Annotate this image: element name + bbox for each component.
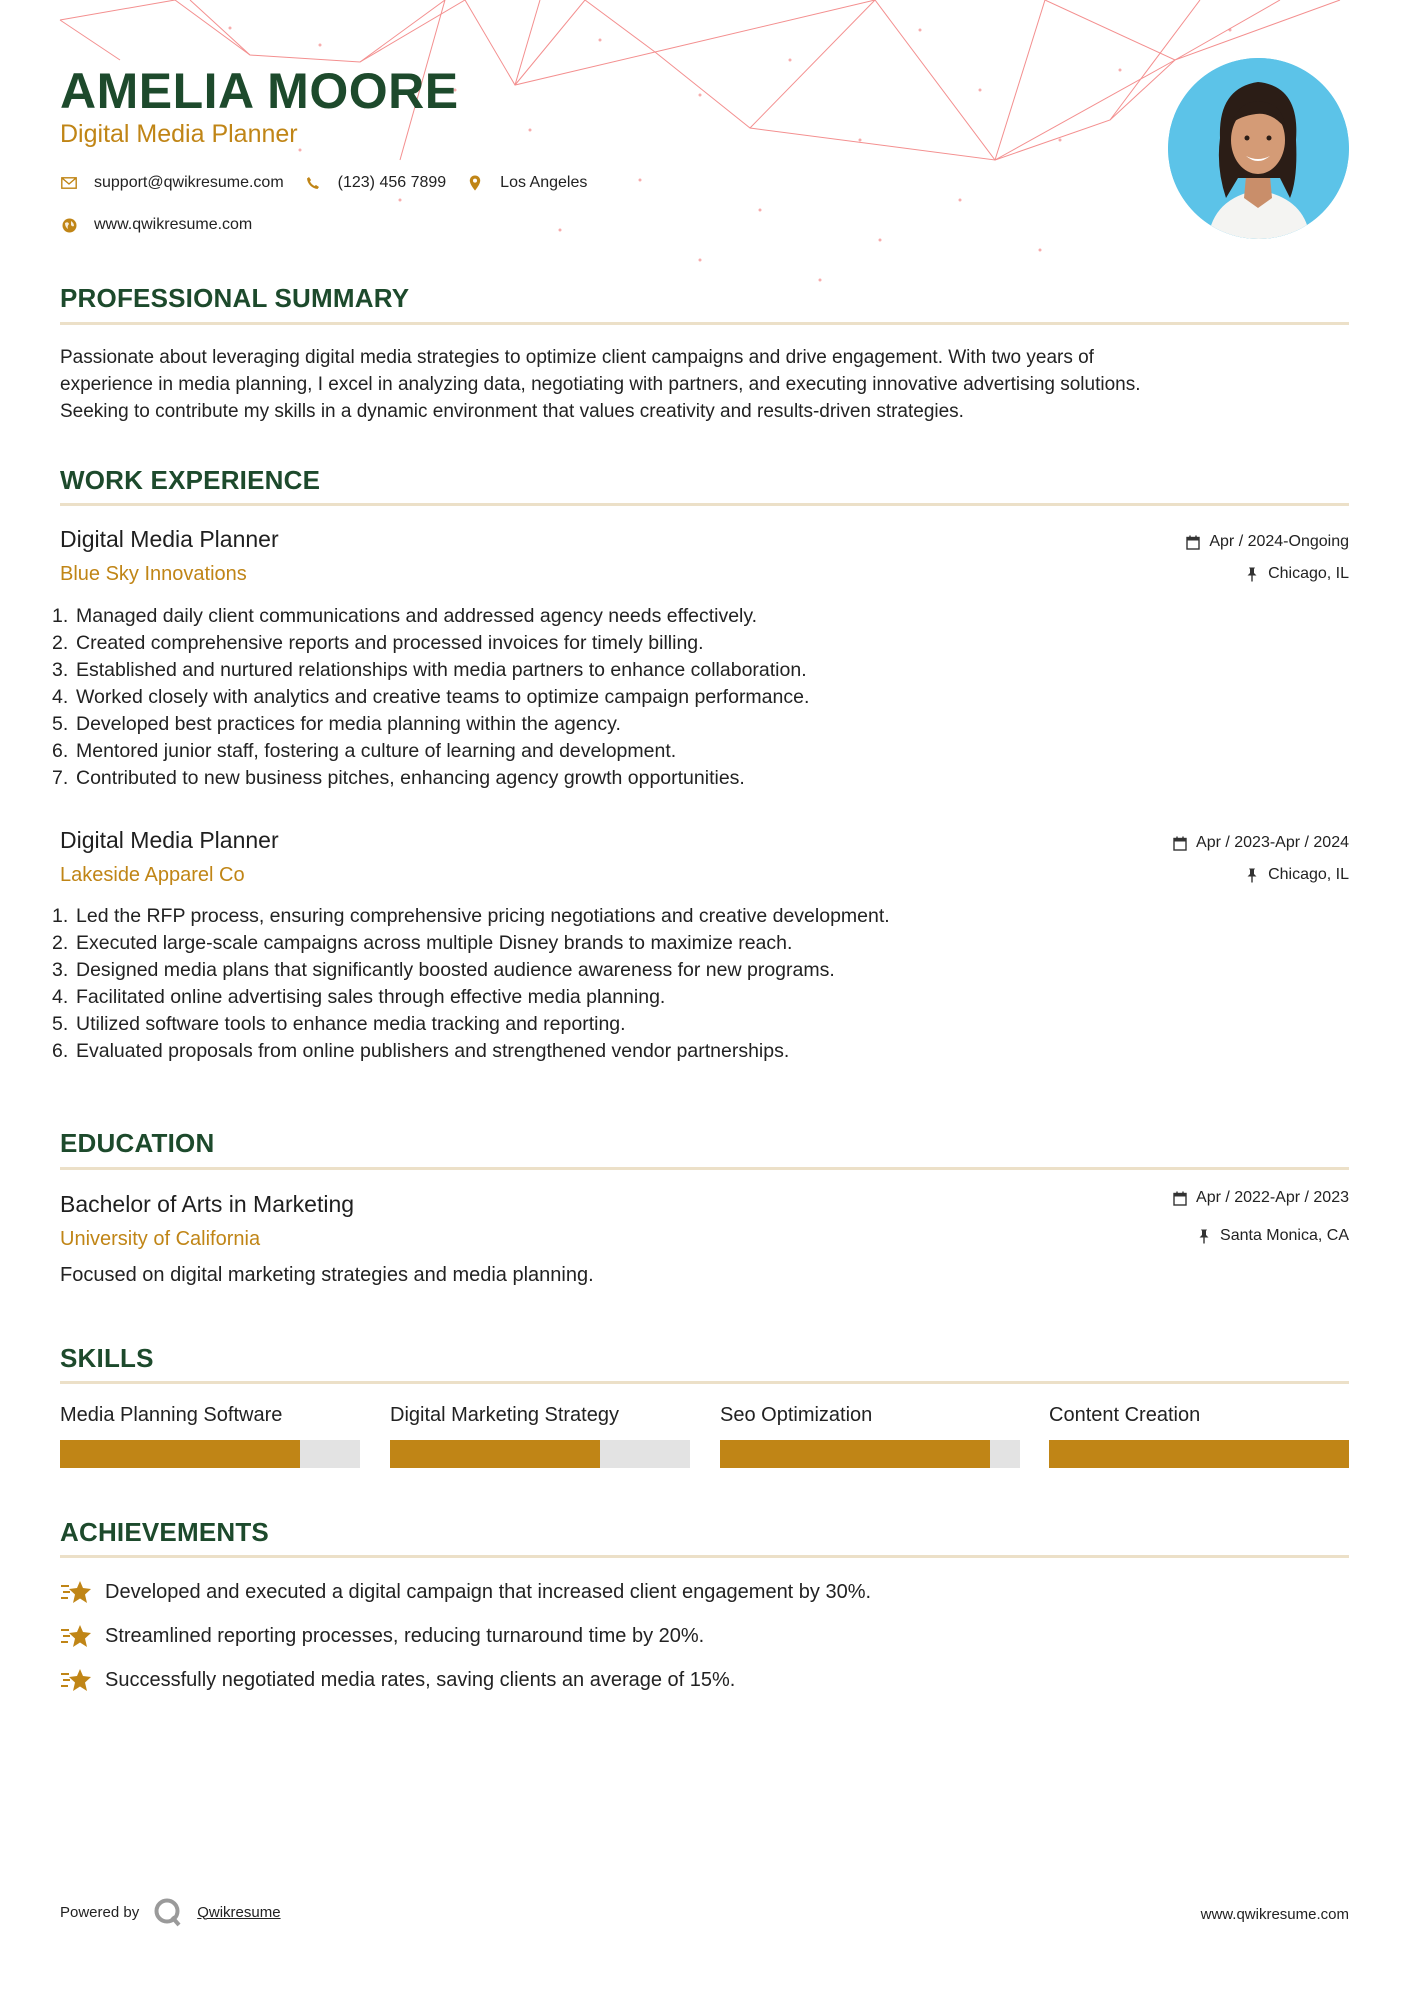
globe-icon xyxy=(60,216,78,234)
calendar-icon xyxy=(1172,835,1188,851)
list-item: 5. Developed best practices for media planning within the agency. xyxy=(52,713,621,735)
candidate-name: AMELIA MOORE xyxy=(60,63,459,119)
section-title-experience: WORK EXPERIENCE xyxy=(60,465,321,495)
mail-icon xyxy=(60,174,78,192)
contact-row-secondary xyxy=(60,216,272,234)
star-award-icon xyxy=(60,1622,92,1650)
list-item: 5. Utilized software tools to enhance media tracking and reporting. xyxy=(52,1013,626,1035)
section-title-achievements: ACHIEVEMENTS xyxy=(60,1517,269,1547)
phone-icon xyxy=(304,174,322,192)
job-bullets xyxy=(52,603,809,792)
list-item: 3. Established and nurtured relationships with media partners to enhance collaboration. xyxy=(52,659,807,681)
section-divider xyxy=(60,322,1349,325)
list-item: 4. Facilitated online advertising sales through effective media planning. xyxy=(52,986,666,1008)
email-link[interactable]: support@qwikresume.com xyxy=(94,174,284,191)
education-location: Santa Monica, CA xyxy=(1196,1227,1349,1245)
job-dates: Apr / 2024-Ongoing xyxy=(1185,533,1349,551)
location-text: Los Angeles xyxy=(500,174,588,191)
company-name: Blue Sky Innovations xyxy=(60,563,247,585)
list-item: 1. Led the RFP process, ensuring comprehensive pricing negotiations and creative development. xyxy=(52,905,890,927)
section-title-skills: SKILLS xyxy=(60,1343,154,1373)
star-award-icon xyxy=(60,1578,92,1606)
list-item: 4. Worked closely with analytics and creative teams to optimize campaign performance. xyxy=(52,686,810,708)
skill-level-bar xyxy=(60,1440,360,1468)
skill-item xyxy=(60,1404,360,1468)
section-title-education: EDUCATION xyxy=(60,1128,215,1158)
degree-title: Bachelor of Arts in Marketing xyxy=(60,1191,355,1217)
achievement-item: Streamlined reporting processes, reducing turnaround time by 20%. xyxy=(60,1622,704,1650)
skill-level-fill xyxy=(720,1440,990,1468)
skill-level-fill xyxy=(60,1440,300,1468)
job-location: Chicago, IL xyxy=(1244,866,1349,884)
calendar-icon xyxy=(1185,534,1201,550)
summary-line: Seeking to contribute my skills in a dynamic environment that values creativity and results-driven strategies. xyxy=(60,401,964,422)
job-title: Digital Media Planner xyxy=(60,526,279,552)
powered-by-label: Powered by xyxy=(60,1903,140,1921)
qwikresume-link[interactable]: Qwikresume xyxy=(197,1903,281,1921)
summary-text xyxy=(60,344,1349,425)
job-dates: Apr / 2023-Apr / 2024 xyxy=(1172,834,1349,852)
resume-page xyxy=(52,0,1349,1990)
skill-item xyxy=(1049,1404,1349,1468)
section-divider xyxy=(60,1167,1349,1170)
school-name: University of California xyxy=(60,1228,261,1250)
qwikresume-logo-icon xyxy=(153,1897,183,1927)
education-description: Focused on digital marketing strategies and media planning. xyxy=(60,1264,594,1286)
summary-line: Passionate about leveraging digital media strategies to optimize client campaigns and drive engagement. With two years of xyxy=(60,347,1094,368)
candidate-title: Digital Media Planner xyxy=(60,120,298,148)
phone-number[interactable]: (123) 456 7899 xyxy=(337,174,447,191)
list-item: 3. Designed media plans that significantly boosted audience awareness for new programs. xyxy=(52,959,835,981)
pin-icon xyxy=(466,174,484,192)
pushpin-icon xyxy=(1244,566,1260,582)
list-item: 6. Evaluated proposals from online publishers and strengthened vendor partnerships. xyxy=(52,1040,790,1062)
profile-photo xyxy=(1168,58,1349,239)
calendar-icon xyxy=(1172,1190,1188,1206)
star-award-icon xyxy=(60,1666,92,1694)
skill-level-bar xyxy=(720,1440,1020,1468)
skill-level-bar xyxy=(1049,1440,1349,1468)
skill-name: Digital Marketing Strategy xyxy=(390,1404,619,1426)
list-item: 2. Created comprehensive reports and processed invoices for timely billing. xyxy=(52,632,704,654)
website-link[interactable]: www.qwikresume.com xyxy=(94,216,253,233)
job-title: Digital Media Planner xyxy=(60,827,279,853)
list-item: 1. Managed daily client communications and addressed agency needs effectively. xyxy=(52,605,758,627)
contact-row-primary xyxy=(60,174,607,192)
section-divider xyxy=(60,503,1349,506)
skill-item xyxy=(390,1404,690,1468)
list-item: 6. Mentored junior staff, fostering a culture of learning and development. xyxy=(52,740,677,762)
achievement-item: Developed and executed a digital campaign that increased client engagement by 30%. xyxy=(60,1578,871,1606)
skill-name: Seo Optimization xyxy=(720,1404,873,1426)
education-dates: Apr / 2022-Apr / 2023 xyxy=(1172,1189,1349,1207)
pushpin-icon xyxy=(1196,1228,1212,1244)
job-location: Chicago, IL xyxy=(1244,565,1349,583)
skill-level-fill xyxy=(1049,1440,1349,1468)
section-divider xyxy=(60,1381,1349,1384)
summary-line: experience in media planning, I excel in analyzing data, negotiating with partners, and executing innovative advertising solutions. xyxy=(60,374,1141,395)
achievement-item: Successfully negotiated media rates, saving clients an average of 15%. xyxy=(60,1666,735,1694)
skill-name: Media Planning Software xyxy=(60,1404,283,1426)
skill-name: Content Creation xyxy=(1049,1404,1201,1426)
footer-website-link[interactable]: www.qwikresume.com xyxy=(1200,1906,1349,1923)
company-name: Lakeside Apparel Co xyxy=(60,864,245,886)
section-title-summary: PROFESSIONAL SUMMARY xyxy=(60,283,410,313)
job-bullets xyxy=(52,903,890,1065)
pushpin-icon xyxy=(1244,867,1260,883)
list-item: 2. Executed large-scale campaigns across multiple Disney brands to maximize reach. xyxy=(52,932,793,954)
skill-level-fill xyxy=(390,1440,600,1468)
section-divider xyxy=(60,1555,1349,1558)
list-item: 7. Contributed to new business pitches, enhancing agency growth opportunities. xyxy=(52,767,745,789)
skill-item xyxy=(720,1404,1020,1468)
footer-powered-by xyxy=(60,1897,281,1927)
skill-level-bar xyxy=(390,1440,690,1468)
